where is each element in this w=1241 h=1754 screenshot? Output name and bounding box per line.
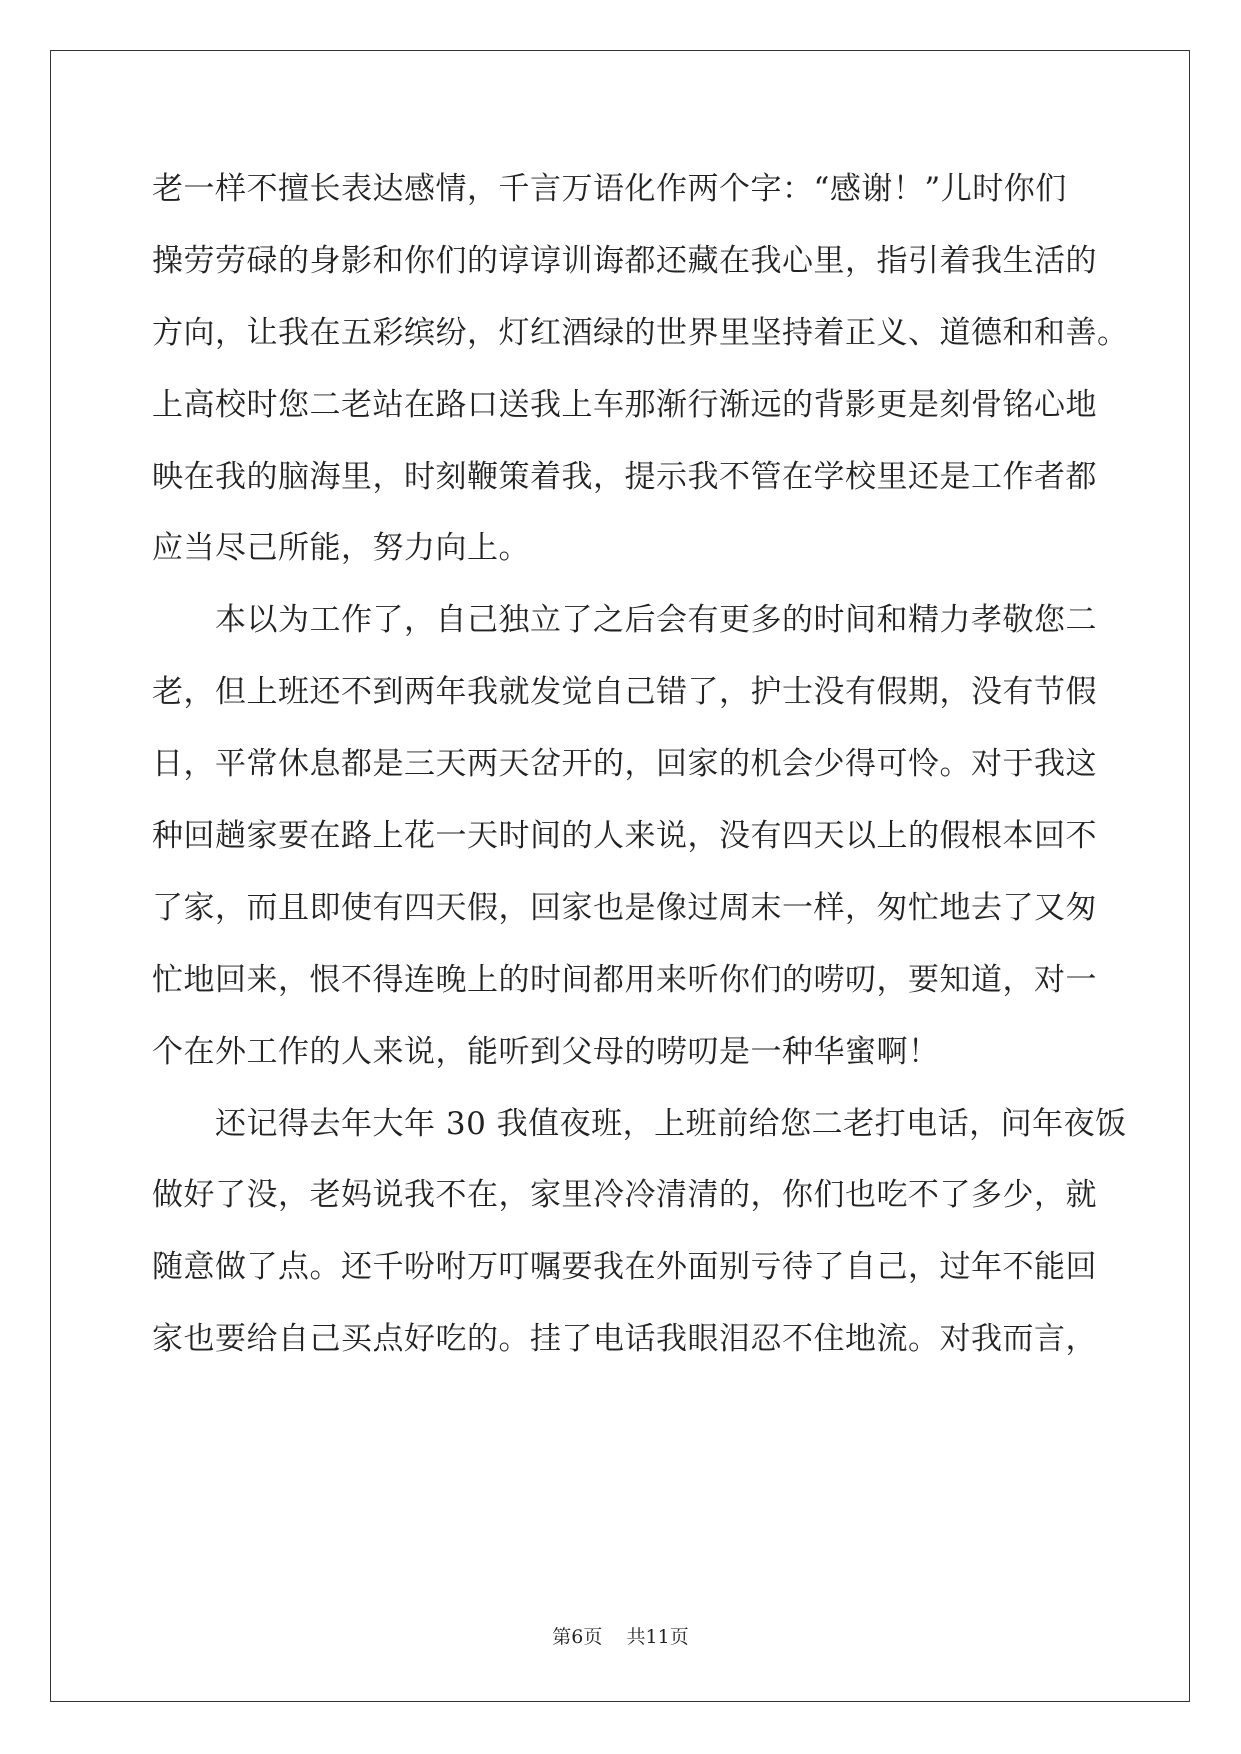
text-line: 随意做了点。还千吩咐万叮嘱要我在外面别亏待了自己，过年不能回 bbox=[152, 1249, 1097, 1286]
text-line: 还记得去年大年 30 我值夜班，上班前给您二老打电话，问年夜饭 bbox=[152, 1105, 1127, 1142]
text-line: 本以为工作了，自己独立了之后会有更多的时间和精力孝敬您二 bbox=[152, 602, 1097, 639]
page-footer bbox=[0, 1622, 1241, 1649]
text-line: 忙地回来，恨不得连晚上的时间都用来听你们的唠叨，要知道，对一 bbox=[152, 961, 1097, 998]
text-line: 操劳劳碌的身影和你们的谆谆训诲都还藏在我心里，指引着我生活的 bbox=[152, 242, 1097, 279]
page-number: 第6页 bbox=[552, 1626, 603, 1648]
text-line: 家也要给自己买点好吃的。挂了电话我眼泪忍不住地流。对我而言， bbox=[152, 1321, 1097, 1358]
text-line: 老一样不擅长表达感情，千言万语化作两个字：“感谢！”儿时你们 bbox=[152, 171, 1067, 207]
text-line: 个在外工作的人来说，能听到父母的唠叨是一种华蜜啊！ bbox=[152, 1033, 940, 1070]
text-line: 老，但上班还不到两年我就发觉自己错了，护士没有假期，没有节假 bbox=[152, 674, 1097, 711]
document-body bbox=[152, 154, 1129, 1376]
text-line: 了家，而且即使有四天假，回家也是像过周末一样，匆忙地去了又匆 bbox=[152, 889, 1097, 926]
text-line: 方向，让我在五彩缤纷，灯红酒绿的世界里坚持着正义、道德和和善。 bbox=[152, 314, 1129, 351]
page-total: 共11页 bbox=[626, 1626, 689, 1648]
text-line: 映在我的脑海里，时刻鞭策着我，提示我不管在学校里还是工作者都 bbox=[152, 458, 1097, 495]
text-line: 应当尽己所能，努力向上。 bbox=[152, 530, 530, 567]
text-line: 上高校时您二老站在路口送我上车那渐行渐远的背影更是刻骨铭心地 bbox=[152, 386, 1097, 423]
text-line: 做好了没，老妈说我不在，家里冷冷清清的，你们也吃不了多少，就 bbox=[152, 1177, 1097, 1214]
text-line: 种回趟家要在路上花一天时间的人来说，没有四天以上的假根本回不 bbox=[152, 818, 1097, 855]
text-line: 日，平常休息都是三天两天岔开的，回家的机会少得可怜。对于我这 bbox=[152, 746, 1097, 783]
